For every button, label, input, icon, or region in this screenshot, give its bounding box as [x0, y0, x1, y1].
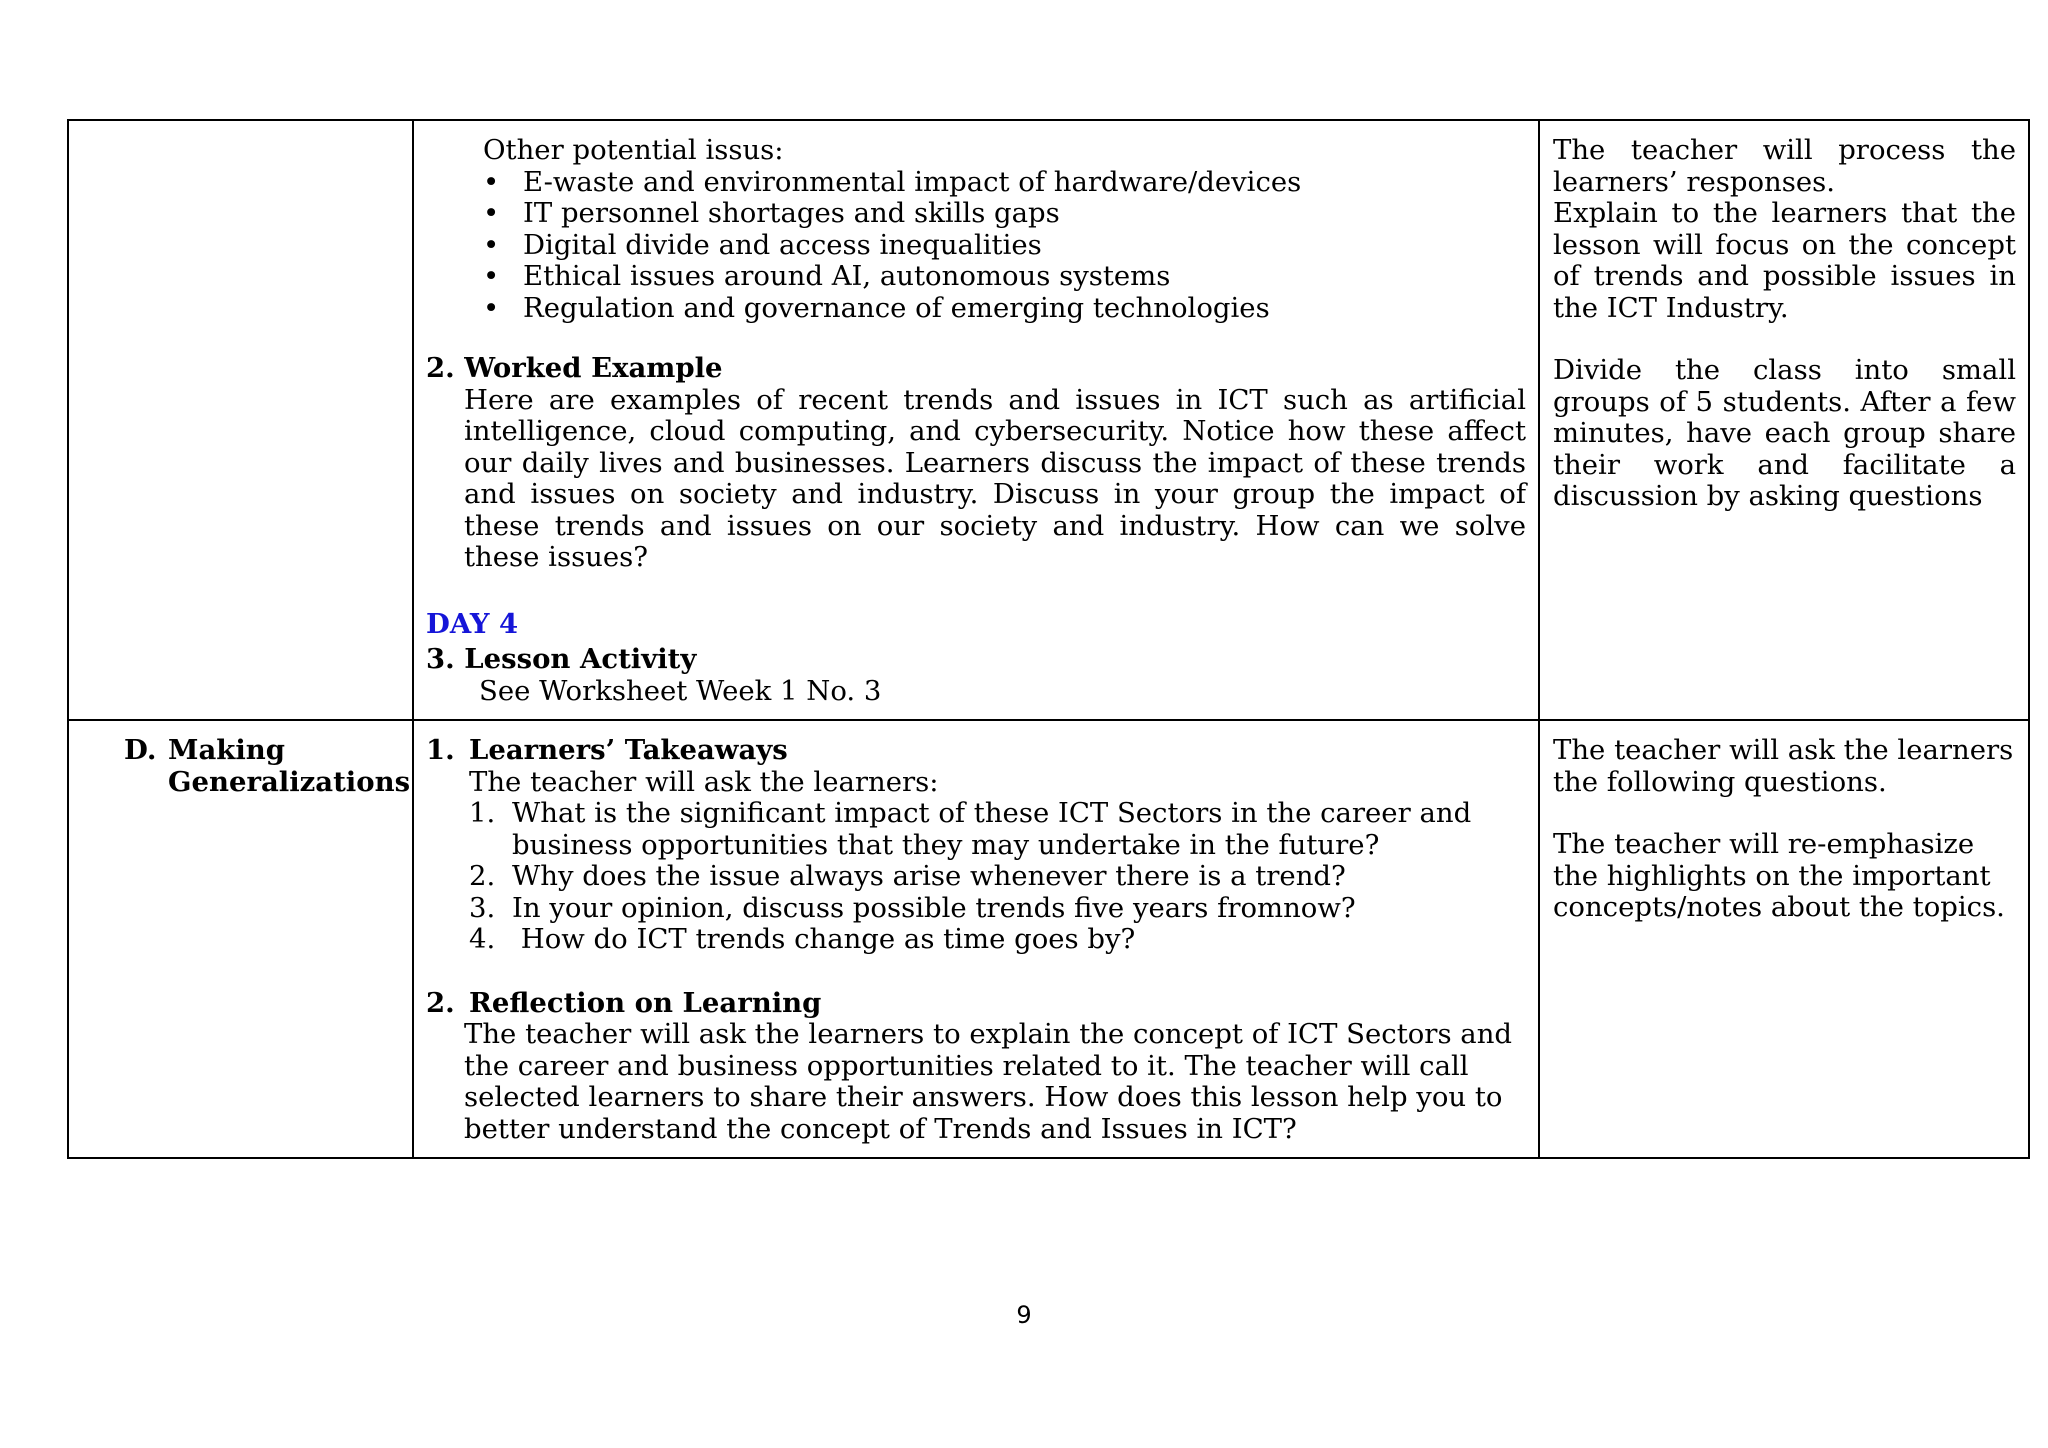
question-text: What is the significant impact of these ICT Sectors in the career and business opportunities that they may undertake in the future? — [512, 797, 1472, 861]
section-label-cell — [68, 120, 413, 720]
teacher-notes-cell — [1539, 120, 2029, 720]
list-item: • Ethical issues around AI, autonomous systems — [483, 261, 1526, 293]
item-number: 1. — [426, 734, 455, 766]
item-number: 2. — [426, 986, 455, 1019]
item-number: 1. — [469, 797, 496, 829]
teacher-note: Explain to the learners that the lesson will focus on the concept of trends and possible issues in the ICT Industry. — [1553, 197, 2016, 324]
list-item: • IT personnel shortages and skills gaps — [483, 198, 1526, 230]
reflection-text: The teacher will ask the learners to explain the concept of ICT Sectors and the career and business opportunities related to it. The teacher will call selected learners to share their answers. How does this lesson help you to better understand the concept of Trends and Issues in ICT? — [464, 1018, 1513, 1145]
list-item: • Regulation and governance of emerging technologies — [483, 293, 1526, 325]
section-label-cell — [68, 720, 413, 1158]
question-text: In your opinion, discuss possible trends five years fromnow? — [512, 891, 1356, 924]
reflection-title: Reflection on Learning — [469, 986, 822, 1019]
content-cell — [413, 120, 1539, 720]
lesson-plan-table — [67, 119, 2030, 1159]
section-heading — [69, 721, 412, 798]
teacher-note: The teacher will re-emphasize the highlights on the important concepts/notes about the topics. — [1553, 828, 2005, 923]
table-row — [68, 120, 2029, 720]
item-number: 3. — [469, 891, 496, 924]
takeaways-title: Learners’ Takeaways — [469, 734, 788, 766]
worked-example-text: Here are examples of recent trends and issues in ICT such as artificial intelligence, cloud computing, and cybersecurity. Notice how these affect our daily lives and businesses. Learners discuss the impact of these trends and issues on society and industry. Discuss in your group the impact of these trends and issues on our society and industry. How can we solve these issues? — [464, 383, 1526, 573]
questions-list — [426, 798, 1526, 956]
teacher-note: The teacher will ask the learners the following questions. — [1553, 734, 2014, 798]
list-item — [469, 924, 1526, 956]
item-number: 4. — [469, 923, 496, 955]
section-letter: D. — [124, 734, 157, 766]
teacher-notes-cell — [1539, 720, 2029, 1158]
page-number: 9 — [1016, 1301, 1032, 1329]
other-issues-list — [426, 167, 1526, 325]
lesson-activity-text: See Worksheet Week 1 No. 3 — [479, 674, 882, 707]
takeaways-intro: The teacher will ask the learners: — [469, 765, 939, 798]
reflection-heading — [426, 988, 1526, 1020]
list-item — [469, 861, 1526, 893]
day-label: DAY 4 — [426, 607, 519, 640]
list-item: • E-waste and environmental impact of hardware/devices — [483, 167, 1526, 199]
list-item: • Digital divide and access inequalities — [483, 230, 1526, 262]
list-item — [469, 893, 1526, 925]
question-text: Why does the issue always arise whenever there is a trend? — [512, 860, 1346, 892]
worked-example-title: 2. Worked Example — [426, 352, 723, 384]
table-row — [68, 720, 2029, 1158]
teacher-note: Divide the class into small groups of 5 students. After a few minutes, have each group share their work and facilitate a discussion by asking questions — [1553, 354, 2016, 512]
teacher-note: The teacher will process the learners’ responses. — [1553, 134, 2016, 198]
content-cell — [413, 720, 1539, 1158]
item-number: 2. — [469, 860, 496, 892]
takeaways-heading — [426, 735, 1526, 767]
section-title: Making Generalizations — [168, 734, 411, 798]
list-item — [469, 798, 1526, 861]
other-issues-heading: Other potential issus: — [483, 134, 784, 166]
lesson-activity-title: 3. Lesson Activity — [426, 643, 697, 675]
question-text: How do ICT trends change as time goes by? — [512, 923, 1136, 955]
